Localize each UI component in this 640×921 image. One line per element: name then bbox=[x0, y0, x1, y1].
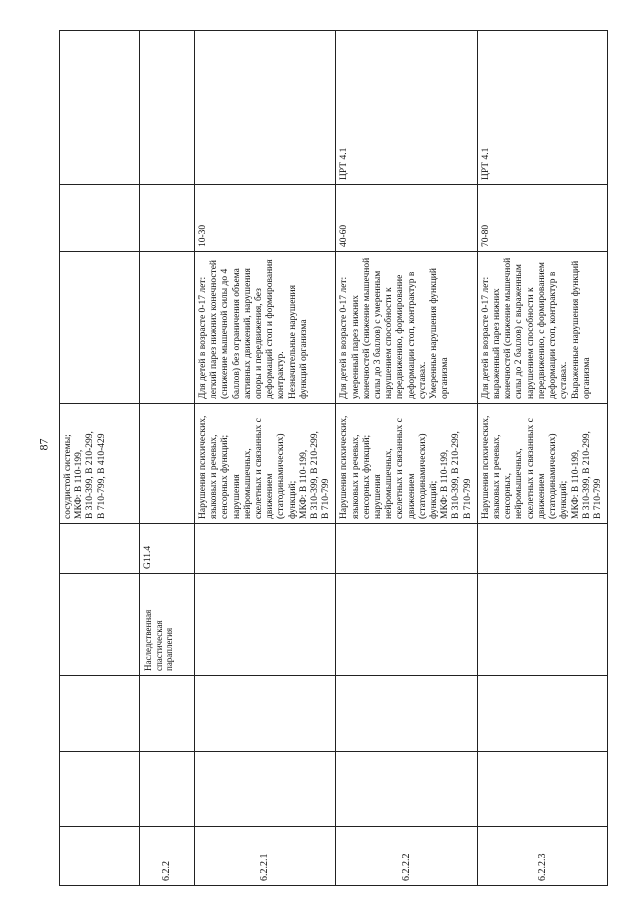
code-cell: 6.2.2.3 bbox=[477, 827, 607, 886]
empty-cell bbox=[60, 752, 140, 827]
percent-cell: 10-30 bbox=[195, 185, 336, 252]
violations-cell bbox=[195, 404, 336, 524]
note-cell: ЦРТ 4.1 bbox=[477, 31, 607, 185]
name-cell bbox=[195, 574, 336, 676]
name-cell: Наследственная спастическая параплегия bbox=[140, 574, 195, 676]
violations-text: Нарушения психических, языковых и речевых, сенсорных функций; нарушения нейромышечных, скелетных и связанных с движением (статодинамических) функций; МКФ: В 110-199, В 310-399, В 210-299, В 710-799 bbox=[198, 415, 332, 519]
description-cell bbox=[477, 252, 607, 404]
empty-cell bbox=[60, 676, 140, 752]
empty-cell bbox=[336, 676, 477, 752]
note-cell bbox=[195, 31, 336, 185]
violations-text: Нарушения психических, языковых и речевых, сенсорных, нейромышечных, скелетных и связанных с движением (статодинамических) функций; МКФ: В 110-199, В 310-399, В 210-299, В 710-799 bbox=[480, 415, 603, 519]
table-row bbox=[195, 31, 336, 886]
criteria-table bbox=[59, 30, 608, 886]
table-row bbox=[140, 31, 195, 886]
code-cell bbox=[60, 827, 140, 886]
empty-cell bbox=[140, 752, 195, 827]
violations-cell bbox=[60, 404, 140, 524]
description-cell bbox=[140, 252, 195, 404]
name-cell bbox=[60, 574, 140, 676]
note-cell: ЦРТ 4.1 bbox=[336, 31, 477, 185]
note-cell bbox=[60, 31, 140, 185]
violations-text: Нарушения психических, языковых и речевых, сенсорных функций; нарушения нейромышечных, скелетных и связанных с движением (статодинамических) функций; МКФ: В 110-199, В 310-399, В 210-299, В 710-799 bbox=[339, 415, 473, 519]
empty-cell bbox=[195, 752, 336, 827]
description-cell bbox=[195, 252, 336, 404]
code-cell: 6.2.2.1 bbox=[195, 827, 336, 886]
description-text: Для детей в возрасте 0-17 лет: легкий парез нижних конечностей (снижение мышечной силы до 4 баллов) без ограничения объема активных движений, нарушения опоры и передвижения, без деформаций стоп и формирования контрактур. Незначительные нарушения функций организма bbox=[198, 259, 309, 399]
table-row bbox=[477, 31, 607, 886]
empty-cell bbox=[477, 676, 607, 752]
percent-cell bbox=[140, 185, 195, 252]
note-cell bbox=[140, 31, 195, 185]
empty-cell bbox=[140, 676, 195, 752]
percent-cell bbox=[60, 185, 140, 252]
icd-cell bbox=[336, 524, 477, 574]
icd-cell bbox=[477, 524, 607, 574]
violations-cell bbox=[336, 404, 477, 524]
table-row bbox=[336, 31, 477, 886]
rotated-table-wrapper bbox=[59, 31, 603, 886]
icd-cell bbox=[195, 524, 336, 574]
violations-cell bbox=[140, 404, 195, 524]
percent-cell: 70-80 bbox=[477, 185, 607, 252]
name-cell bbox=[336, 574, 477, 676]
empty-cell bbox=[195, 676, 336, 752]
rotated-table-frame bbox=[59, 31, 603, 886]
violations-text: сосудистой системы; МКФ: В 110-199, В 310-399, В 210-299, В 710-799, В 410-429 bbox=[63, 431, 107, 519]
percent-cell: 40-60 bbox=[336, 185, 477, 252]
icd-cell bbox=[60, 524, 140, 574]
icd-cell: G11.4 bbox=[140, 524, 195, 574]
empty-cell bbox=[477, 752, 607, 827]
description-cell bbox=[60, 252, 140, 404]
page-number: 87 bbox=[36, 438, 51, 451]
description-text: Для детей в возрасте 0-17 лет: выраженный парез нижних конечностей (снижение мышечной силы до 2 баллов) с выраженным нарушением способности к передвижению, с формированием деформации стоп, контрактур в суставах. Выраженные нарушения функций организма bbox=[480, 257, 592, 399]
description-text: Для детей в возрасте 0-17 лет: умеренный парез нижних конечностей (снижение мышечной силы до 3 баллов) с умеренным нарушением способности к передвижению, формирование деформации стоп, контрактур в суставах. Умеренные нарушения функций организма bbox=[339, 257, 451, 399]
table-row bbox=[60, 31, 140, 886]
code-cell: 6.2.2.2 bbox=[336, 827, 477, 886]
empty-cell bbox=[336, 752, 477, 827]
description-cell bbox=[336, 252, 477, 404]
code-cell: 6.2.2 bbox=[140, 827, 195, 886]
name-cell bbox=[477, 574, 607, 676]
violations-cell bbox=[477, 404, 607, 524]
